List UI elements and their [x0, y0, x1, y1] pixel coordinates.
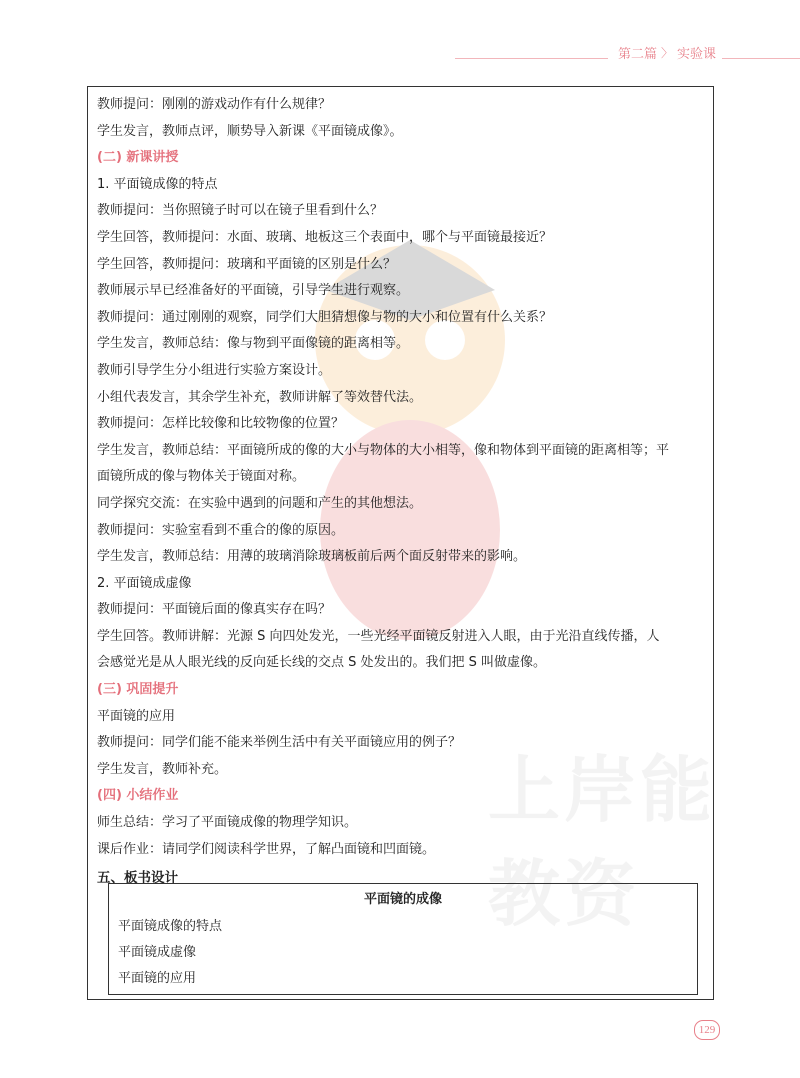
board-item: 平面镜的应用	[118, 971, 197, 986]
text-line: 教师提问：刚刚的游戏动作有什么规律？	[97, 97, 332, 112]
text-line: 学生发言，教师总结：像与物到平面像镜的距离相等。	[97, 336, 410, 352]
text-line: 学生发言，教师总结：平面镜所成的像的大小与物体的大小相等，像和物体到平面镜的距离相等；平	[97, 442, 670, 458]
board-item: 平面镜成像的特点	[118, 919, 223, 934]
text-line: 1. 平面镜成像的特点	[97, 176, 218, 192]
running-header	[608, 44, 722, 60]
text-line: 教师提问：实验室看到不重合的像的原因。	[97, 522, 345, 538]
text-line: 学生发言，教师总结：用薄的玻璃消除玻璃板前后两个面反射带来的影响。	[97, 549, 527, 565]
text-line: 教师提问：同学们能不能来举例生活中有关平面镜应用的例子？	[97, 735, 462, 751]
header-section: 第二篇	[618, 46, 658, 62]
text-line: 教师提问：当你照镜子时可以在镜子里看到什么？	[97, 203, 384, 219]
text-line: 学生回答，教师提问：玻璃和平面镜的区别是什么？	[97, 256, 397, 272]
subsection-heading: (二) 新课讲授	[97, 150, 179, 166]
board-item: 平面镜成虚像	[118, 945, 197, 960]
board-title: 平面镜的成像	[363, 892, 442, 907]
page-number: 129	[694, 1020, 720, 1040]
text-line: 会感觉光是从人眼光线的反向延长线的交点 S 处发出的。我们把 S 叫做虚像。	[97, 655, 547, 671]
text-line: 学生发言，教师补充。	[97, 761, 228, 777]
watermark-text: 上岸能教资	[488, 748, 717, 936]
text-line: 同学探究交流：在实验中遇到的问题和产生的其他想法。	[97, 495, 423, 511]
text-line: 学生发言，教师点评，顺势导入新课《平面镜成像》。	[97, 123, 403, 139]
text-line: 2. 平面镜成虚像	[97, 575, 192, 591]
text-line: 平面镜的应用	[97, 708, 176, 724]
text-line: 小组代表发言，其余学生补充，教师讲解了等效替代法。	[97, 389, 423, 405]
text-line: 面镜所成的像与物体关于镜面对称。	[97, 469, 306, 485]
header-separator-icon: 〉	[661, 45, 674, 60]
text-line: 课后作业：请同学们阅读科学世界，了解凸面镜和凹面镜。	[97, 841, 436, 857]
board-items	[118, 914, 697, 992]
text-line: 教师展示早已经准备好的平面镜，引导学生进行观察。	[97, 283, 410, 299]
text-line: 教师引导学生分小组进行实验方案设计。	[97, 362, 332, 378]
text-line: 教师提问：怎样比较像和比较物像的位置？	[97, 416, 345, 432]
header-chapter: 实验课	[677, 46, 717, 62]
subsection-heading: (四) 小结作业	[97, 788, 179, 804]
subsection-heading: (三) 巩固提升	[97, 682, 179, 698]
text-line: 教师提问：平面镜后面的像真实存在吗？	[97, 602, 332, 618]
text-line: 学生回答。教师讲解：光源 S 向四处发光，一些光经平面镜反射进入人眼，由于光沿直线传播，人	[97, 628, 660, 644]
lesson-content	[97, 92, 707, 893]
section-heading: 五、板书设计	[97, 870, 178, 887]
text-line: 学生回答，教师提问：水面、玻璃、地板这三个表面中，哪个与平面镜最接近？	[97, 229, 553, 245]
text-line: 师生总结：学习了平面镜成像的物理学知识。	[97, 815, 358, 831]
text-line: 教师提问：通过刚刚的观察，同学们大胆猜想像与物的大小和位置有什么关系？	[97, 309, 553, 325]
blackboard-design	[108, 883, 698, 995]
